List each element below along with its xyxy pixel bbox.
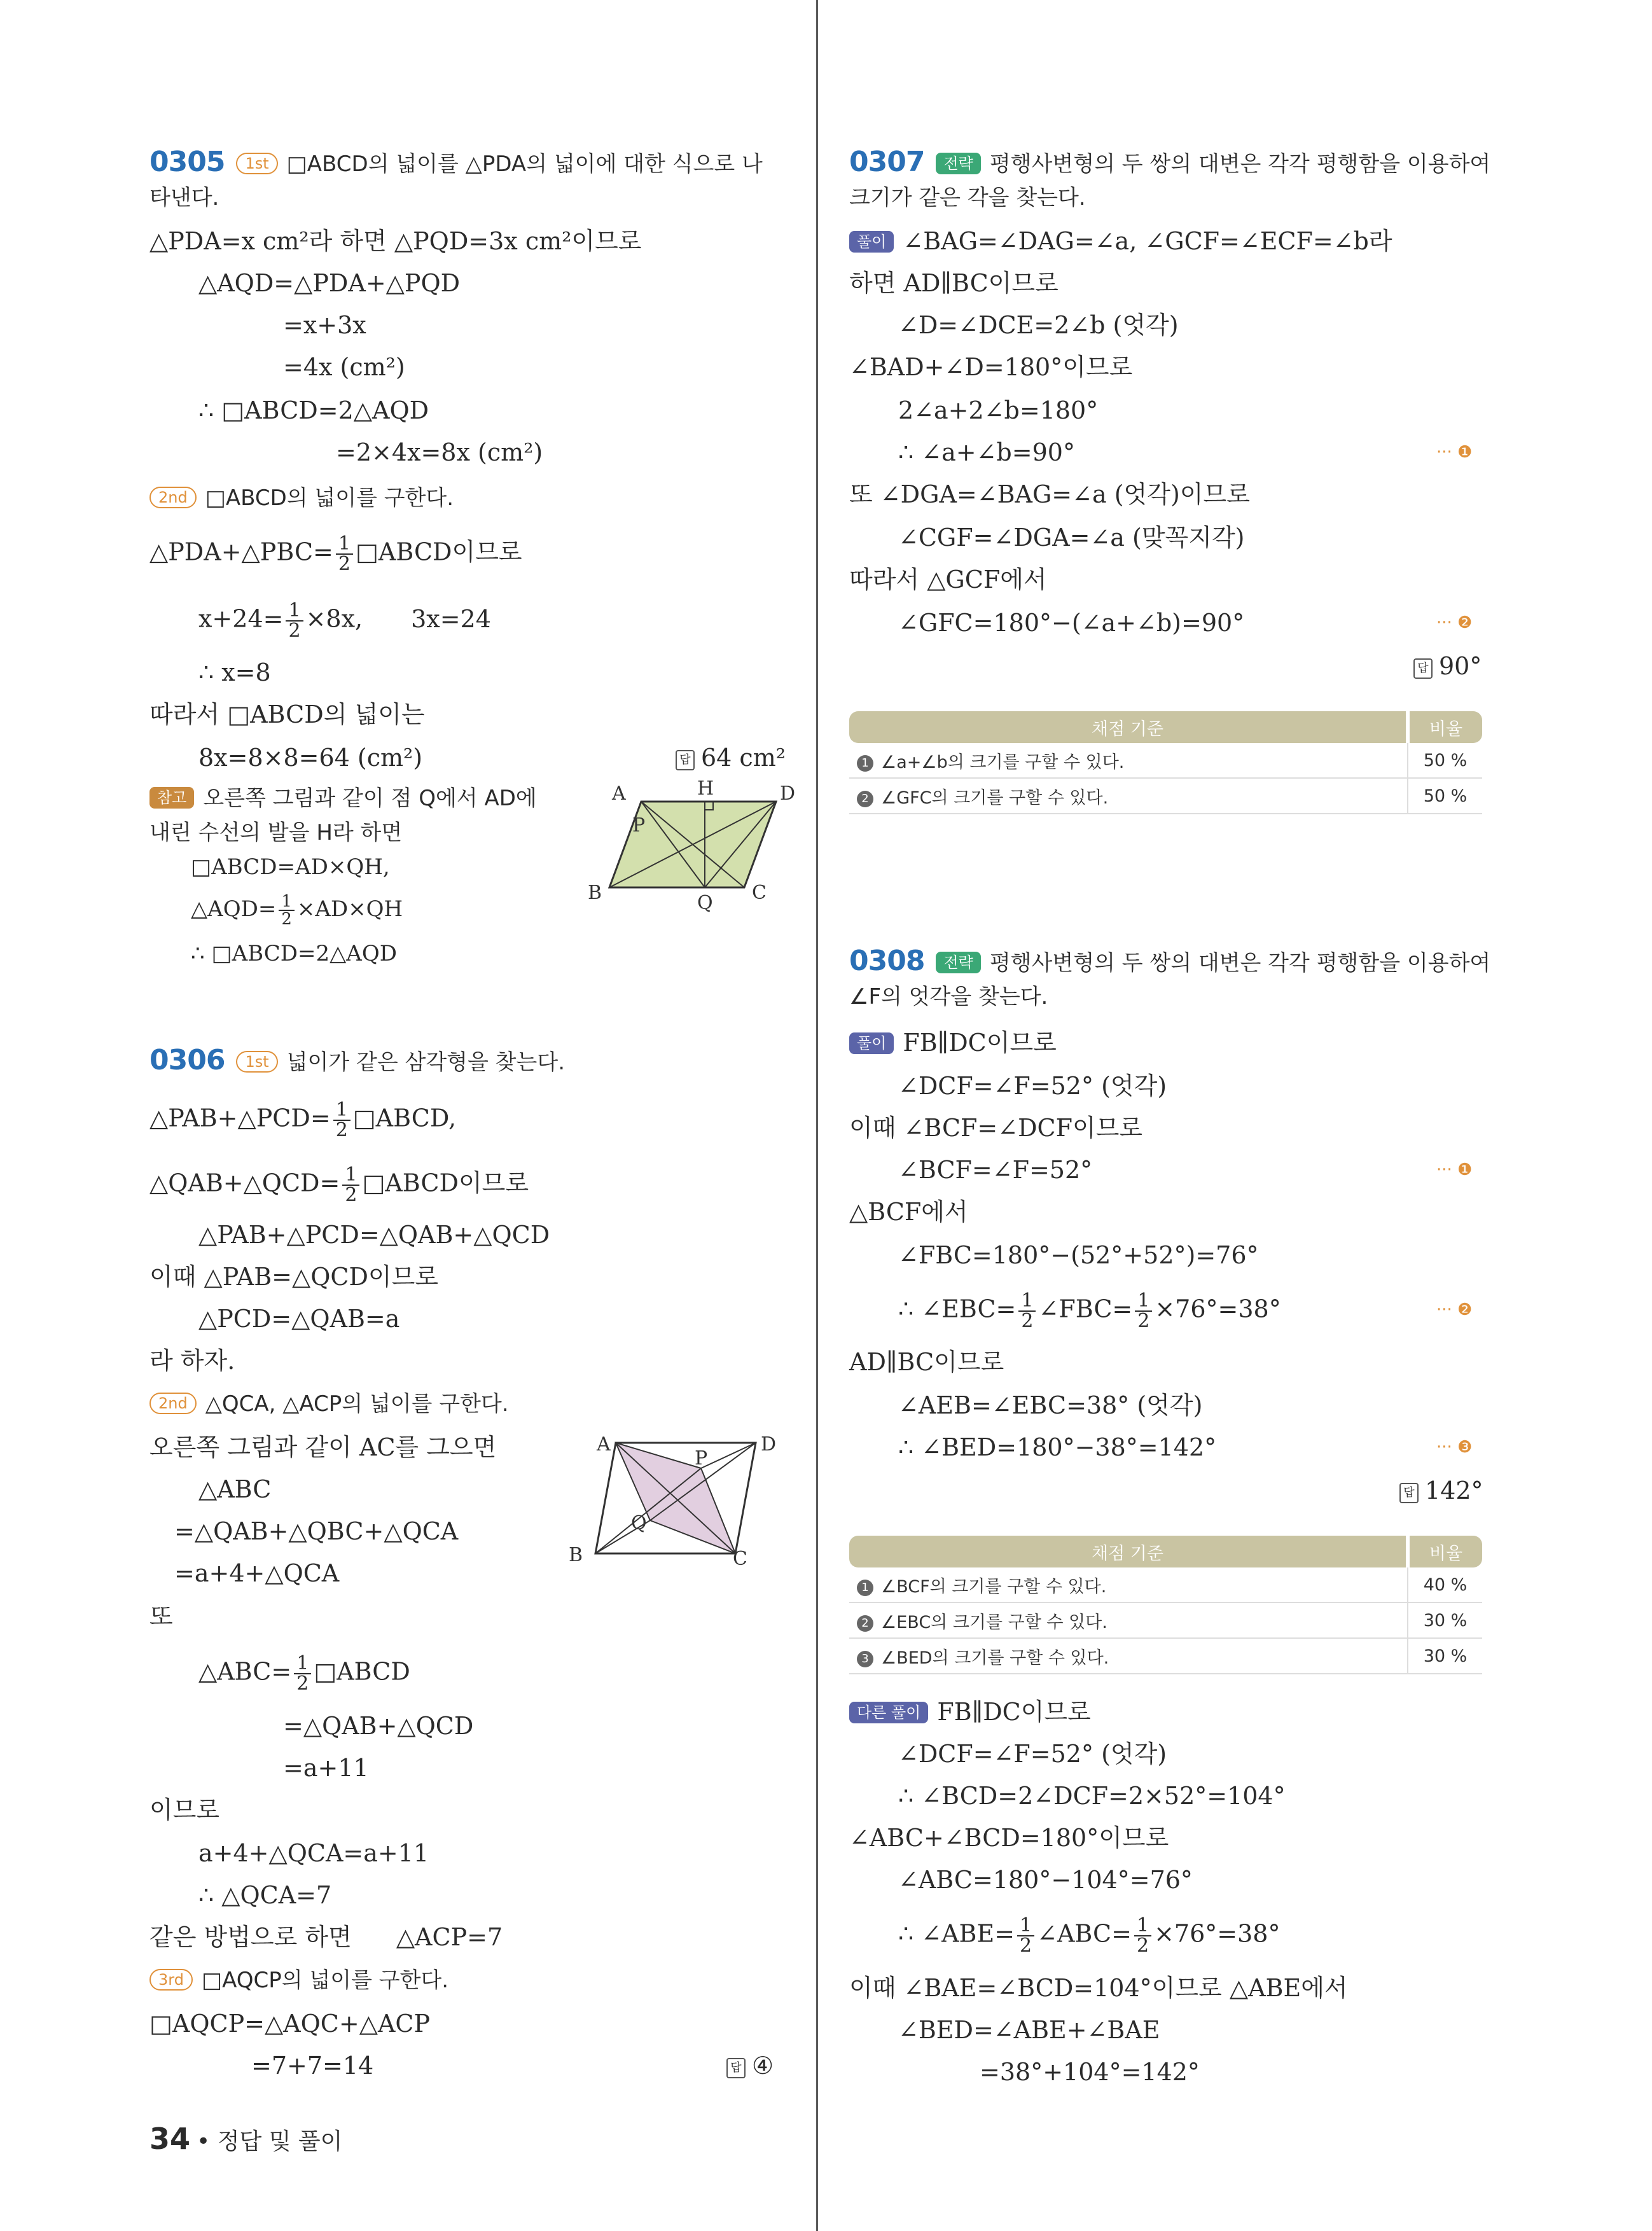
problem-number: 0307 (849, 146, 925, 178)
answer-value: 64 cm² (701, 744, 786, 772)
check-mark-2: ··· ❷ (1436, 613, 1473, 632)
footer-title: • 정답 및 풀이 (197, 2129, 343, 2155)
solution-line: ∠AEB=∠EBC=38° (엇각) (898, 1391, 1203, 1419)
diagonal-ac (616, 1443, 735, 1553)
solution-line: 또 (149, 1602, 173, 1630)
table-header-criteria: 채점 기준 (849, 711, 1408, 743)
answer-icon: 답 (1399, 1483, 1419, 1503)
solution-line: =a+11 (283, 1754, 369, 1782)
solution-line: 이때 ∠BCF=∠DCF이므로 (849, 1114, 1143, 1142)
fraction: $\frac{1}{2}$ (342, 1165, 359, 1205)
label-b: B (569, 1544, 583, 1566)
answer-value: ④ (752, 2052, 774, 2080)
alt-solution-line: ∠DCF=∠F=52° (엇각) (898, 1740, 1167, 1768)
fraction: $\frac{1}{2}$ (279, 893, 295, 928)
step-text: □ABCD의 넓이를 구한다. (205, 485, 454, 511)
label-p: P (632, 814, 646, 837)
solution-line: =4x (cm²) (283, 353, 405, 381)
step-text: 넓이가 같은 삼각형을 찾는다. (286, 1050, 566, 1075)
label-q: Q (697, 892, 713, 914)
answer-icon: 답 (676, 750, 695, 770)
solution-line: 따라서 □ABCD의 넓이는 (149, 700, 425, 728)
label-p: P (695, 1447, 708, 1470)
label-b: B (588, 882, 602, 904)
table-header-rate: 비율 (1408, 711, 1482, 743)
solution-line: 2∠a+2∠b=180° (898, 396, 1099, 424)
solution-line: =2×4x=8x (cm²) (336, 438, 543, 466)
strategy-text: 평행사변형의 두 쌍의 대변은 각각 평행함을 이용하여 (989, 950, 1491, 976)
label-a: A (612, 782, 626, 805)
solution-line: ∴ □ABCD=2△AQD (198, 396, 429, 424)
solution-line: AD∥BC이므로 (849, 1348, 1004, 1376)
solution-line: 라 하자. (149, 1347, 235, 1375)
fraction: $\frac{1}{2}$ (1017, 1916, 1034, 1956)
solution-line: =△QAB+△QCD (283, 1712, 474, 1740)
problem-0306-header (149, 1045, 565, 1078)
check-mark-2: ··· ❷ (1436, 1300, 1473, 1319)
fraction: $\frac{1}{2}$ (286, 601, 303, 641)
problem-0305-header (149, 146, 763, 180)
strategy-text: 평행사변형의 두 쌍의 대변은 각각 평행함을 이용하여 (989, 151, 1491, 177)
note-line: □ABCD=AD×QH, (191, 854, 390, 880)
solution-line: △PDA=x cm²라 하면 △PQD=3x cm²이므로 (149, 227, 642, 255)
step-badge: 1st (236, 153, 277, 174)
solution-line: =△QAB+△QBC+△QCA (174, 1517, 459, 1545)
solution-line: 풀이 ∠BAG=∠DAG=∠a, ∠GCF=∠ECF=∠b라 (849, 225, 1392, 257)
table-row: 3 ∠BED의 크기를 구할 수 있다. 30 % (849, 1638, 1482, 1674)
alt-solution-line: 이때 ∠BAE=∠BCD=104°이므로 △ABE에서 (849, 1974, 1348, 2002)
label-c: C (752, 882, 767, 904)
step-text: △QCA, △ACP의 넓이를 구한다. (205, 1391, 509, 1417)
solution-line: ∴ x=8 (198, 658, 271, 686)
label-c: C (733, 1548, 747, 1570)
solution-line: 이때 △PAB=△QCD이므로 (149, 1263, 439, 1291)
answer (1413, 650, 1482, 682)
alt-solution-line: 다른 풀이 FB∥DC이므로 (849, 1696, 1091, 1728)
solution-line: =x+3x (283, 311, 366, 339)
solution-line: △ABC (198, 1475, 272, 1503)
page-footer (149, 2122, 342, 2156)
solution-line: ∴ ∠BED=180°−38°=142° (898, 1433, 1217, 1461)
step-badge: 2nd (149, 1393, 197, 1414)
solution-line: 오른쪽 그림과 같이 AC를 그으면 (149, 1433, 497, 1461)
note-line: 참고 오른쪽 그림과 같이 점 Q에서 AD에 (149, 782, 537, 814)
note-line: 내린 수선의 발을 H라 하면 (149, 820, 403, 845)
check-mark-1: ··· ❶ (1436, 443, 1473, 462)
problem-0308-header (849, 945, 1490, 979)
table-header-rate: 비율 (1408, 1536, 1482, 1567)
solution-line: ∠GFC=180°−(∠a+∠b)=90° (898, 609, 1245, 637)
label-d: D (780, 782, 796, 805)
step-badge: 1st (236, 1051, 277, 1073)
solution-line: ∠BAD+∠D=180°이므로 (849, 353, 1133, 381)
solution-line: ∴ ∠EBC= $\frac{1}{2}$ ∠FBC= $\frac{1}{2}$ ×76°=38° (898, 1289, 1281, 1332)
strategy-badge: 전략 (936, 153, 980, 174)
table-row: 2 ∠EBC의 크기를 구할 수 있다. 30 % (849, 1602, 1482, 1638)
solution-line: □AQCP=△AQC+△ACP (149, 2010, 431, 2038)
solution-line: ∠BCF=∠F=52° (898, 1156, 1093, 1184)
solution-line: △AQD=△PDA+△PQD (198, 269, 461, 297)
solution-line: △BCF에서 (849, 1198, 968, 1226)
solution-line: △QAB+△QCD= $\frac{1}{2}$ □ABCD이므로 (149, 1164, 529, 1206)
solution-line: △PAB+△PCD= $\frac{1}{2}$ □ABCD, (149, 1099, 457, 1141)
table-row: 1 ∠BCF의 크기를 구할 수 있다. 40 % (849, 1567, 1482, 1602)
fraction: $\frac{1}{2}$ (1134, 1916, 1151, 1956)
fraction: $\frac{1}{2}$ (294, 1654, 311, 1693)
parallelogram-figure-0306 (560, 1431, 789, 1578)
solution-line: 같은 방법으로 하면 △ACP=7 (149, 1923, 503, 1951)
note-badge: 참고 (149, 787, 194, 809)
problem-0307-header (849, 146, 1490, 180)
fraction: $\frac{1}{2}$ (1018, 1291, 1036, 1331)
solution-line: 8x=8×8=64 (cm²) (198, 744, 423, 772)
step-text: □ABCD의 넓이를 △PDA의 넓이에 대한 식으로 나 (286, 151, 763, 177)
alt-solution-line: =38°+104°=142° (980, 2058, 1200, 2086)
scoring-table-0308 (849, 1536, 1482, 1674)
step-2nd (149, 482, 454, 514)
answer (1399, 1475, 1483, 1506)
fraction: $\frac{1}{2}$ (336, 534, 353, 574)
step-2nd (149, 1388, 509, 1420)
solution-line: 풀이 FB∥DC이므로 (849, 1027, 1057, 1059)
check-mark-1: ··· ❶ (1436, 1160, 1473, 1179)
answer-icon: 답 (1413, 658, 1433, 679)
solution-line: ∠FBC=180°−(52°+52°)=76° (898, 1241, 1259, 1269)
step-3rd (149, 1964, 448, 1996)
problem-number: 0308 (849, 945, 925, 977)
strategy-text-cont: 크기가 같은 각을 찾는다. (849, 185, 1086, 211)
note-line: ∴ □ABCD=2△AQD (191, 941, 397, 966)
strategy-badge: 전략 (936, 952, 980, 973)
solution-badge: 풀이 (849, 1032, 894, 1054)
parallelogram-figure-0305 (585, 777, 796, 919)
label-d: D (761, 1433, 777, 1456)
answer (676, 742, 786, 774)
solution-line: =7+7=14 (251, 2052, 374, 2080)
label-q: Q (631, 1512, 647, 1534)
table-row: 2 ∠GFC의 크기를 구할 수 있다. 50 % (849, 778, 1482, 814)
label-h: H (697, 777, 714, 800)
label-a: A (597, 1433, 611, 1456)
alt-solution-line: ∴ ∠BCD=2∠DCF=2×52°=104° (898, 1782, 1286, 1810)
alt-solution-line: ∴ ∠ABE= $\frac{1}{2}$ ∠ABC= $\frac{1}{2}$ ×76°=38° (898, 1914, 1281, 1957)
solution-line: 또 ∠DGA=∠BAG=∠a (엇각)이므로 (849, 480, 1250, 508)
solution-line: ∴ △QCA=7 (198, 1881, 332, 1909)
solution-line: =a+4+△QCA (174, 1559, 340, 1587)
answer-value: 90° (1439, 652, 1482, 680)
solution-line: 따라서 △GCF에서 (849, 566, 1047, 594)
scoring-table-0307 (849, 711, 1482, 814)
solution-line: ∠DCF=∠F=52° (엇각) (898, 1072, 1167, 1100)
problem-number: 0305 (149, 146, 225, 178)
column-divider (816, 0, 818, 2231)
solution-badge: 풀이 (849, 231, 894, 253)
problem-number: 0306 (149, 1044, 225, 1076)
segment-pd (701, 1443, 756, 1468)
solution-line: △PCD=△QAB=a (198, 1305, 400, 1333)
solution-line: 이므로 (149, 1796, 220, 1824)
step-text: □AQCP의 넓이를 구한다. (201, 1968, 449, 1993)
page-number: 34 (149, 2122, 191, 2156)
solution-line: ∴ ∠a+∠b=90° (898, 438, 1075, 466)
table-row: 1 ∠a+∠b의 크기를 구할 수 있다. 50 % (849, 743, 1482, 778)
answer (726, 2050, 774, 2082)
answer-icon: 답 (726, 2058, 746, 2078)
step-badge: 3rd (149, 1969, 193, 1991)
solution-line: a+4+△QCA=a+11 (198, 1839, 429, 1867)
alt-solution-line: ∠ABC+∠BCD=180°이므로 (849, 1824, 1169, 1852)
solution-line: △ABC= $\frac{1}{2}$ □ABCD (198, 1652, 410, 1695)
solution-line: △PDA+△PBC= $\frac{1}{2}$ □ABCD이므로 (149, 532, 522, 575)
table-header-criteria: 채점 기준 (849, 1536, 1408, 1567)
fraction: $\frac{1}{2}$ (333, 1101, 351, 1140)
note-line: △AQD= $\frac{1}{2}$ ×AD×QH (191, 892, 403, 929)
solution-line: ∠D=∠DCE=2∠b (엇각) (898, 311, 1179, 339)
solution-line: x+24= $\frac{1}{2}$ ×8x, 3x=24 (198, 599, 491, 642)
solution-line: △PAB+△PCD=△QAB+△QCD (198, 1221, 550, 1249)
solution-line: 하면 AD∥BC이므로 (849, 269, 1059, 297)
fraction: $\frac{1}{2}$ (1135, 1291, 1152, 1331)
solution-line: ∠CGF=∠DGA=∠a (맞꼭지각) (898, 524, 1245, 552)
step-text-cont: 타낸다. (149, 185, 219, 211)
alt-solution-badge: 다른 풀이 (849, 1702, 928, 1723)
alt-solution-line: ∠BED=∠ABE+∠BAE (898, 2016, 1160, 2044)
alt-solution-line: ∠ABC=180°−104°=76° (898, 1866, 1193, 1894)
check-mark-3: ··· ❸ (1436, 1438, 1473, 1457)
step-badge: 2nd (149, 487, 197, 508)
strategy-text-cont: ∠F의 엇각을 찾는다. (849, 984, 1048, 1010)
answer-value: 142° (1425, 1477, 1483, 1505)
